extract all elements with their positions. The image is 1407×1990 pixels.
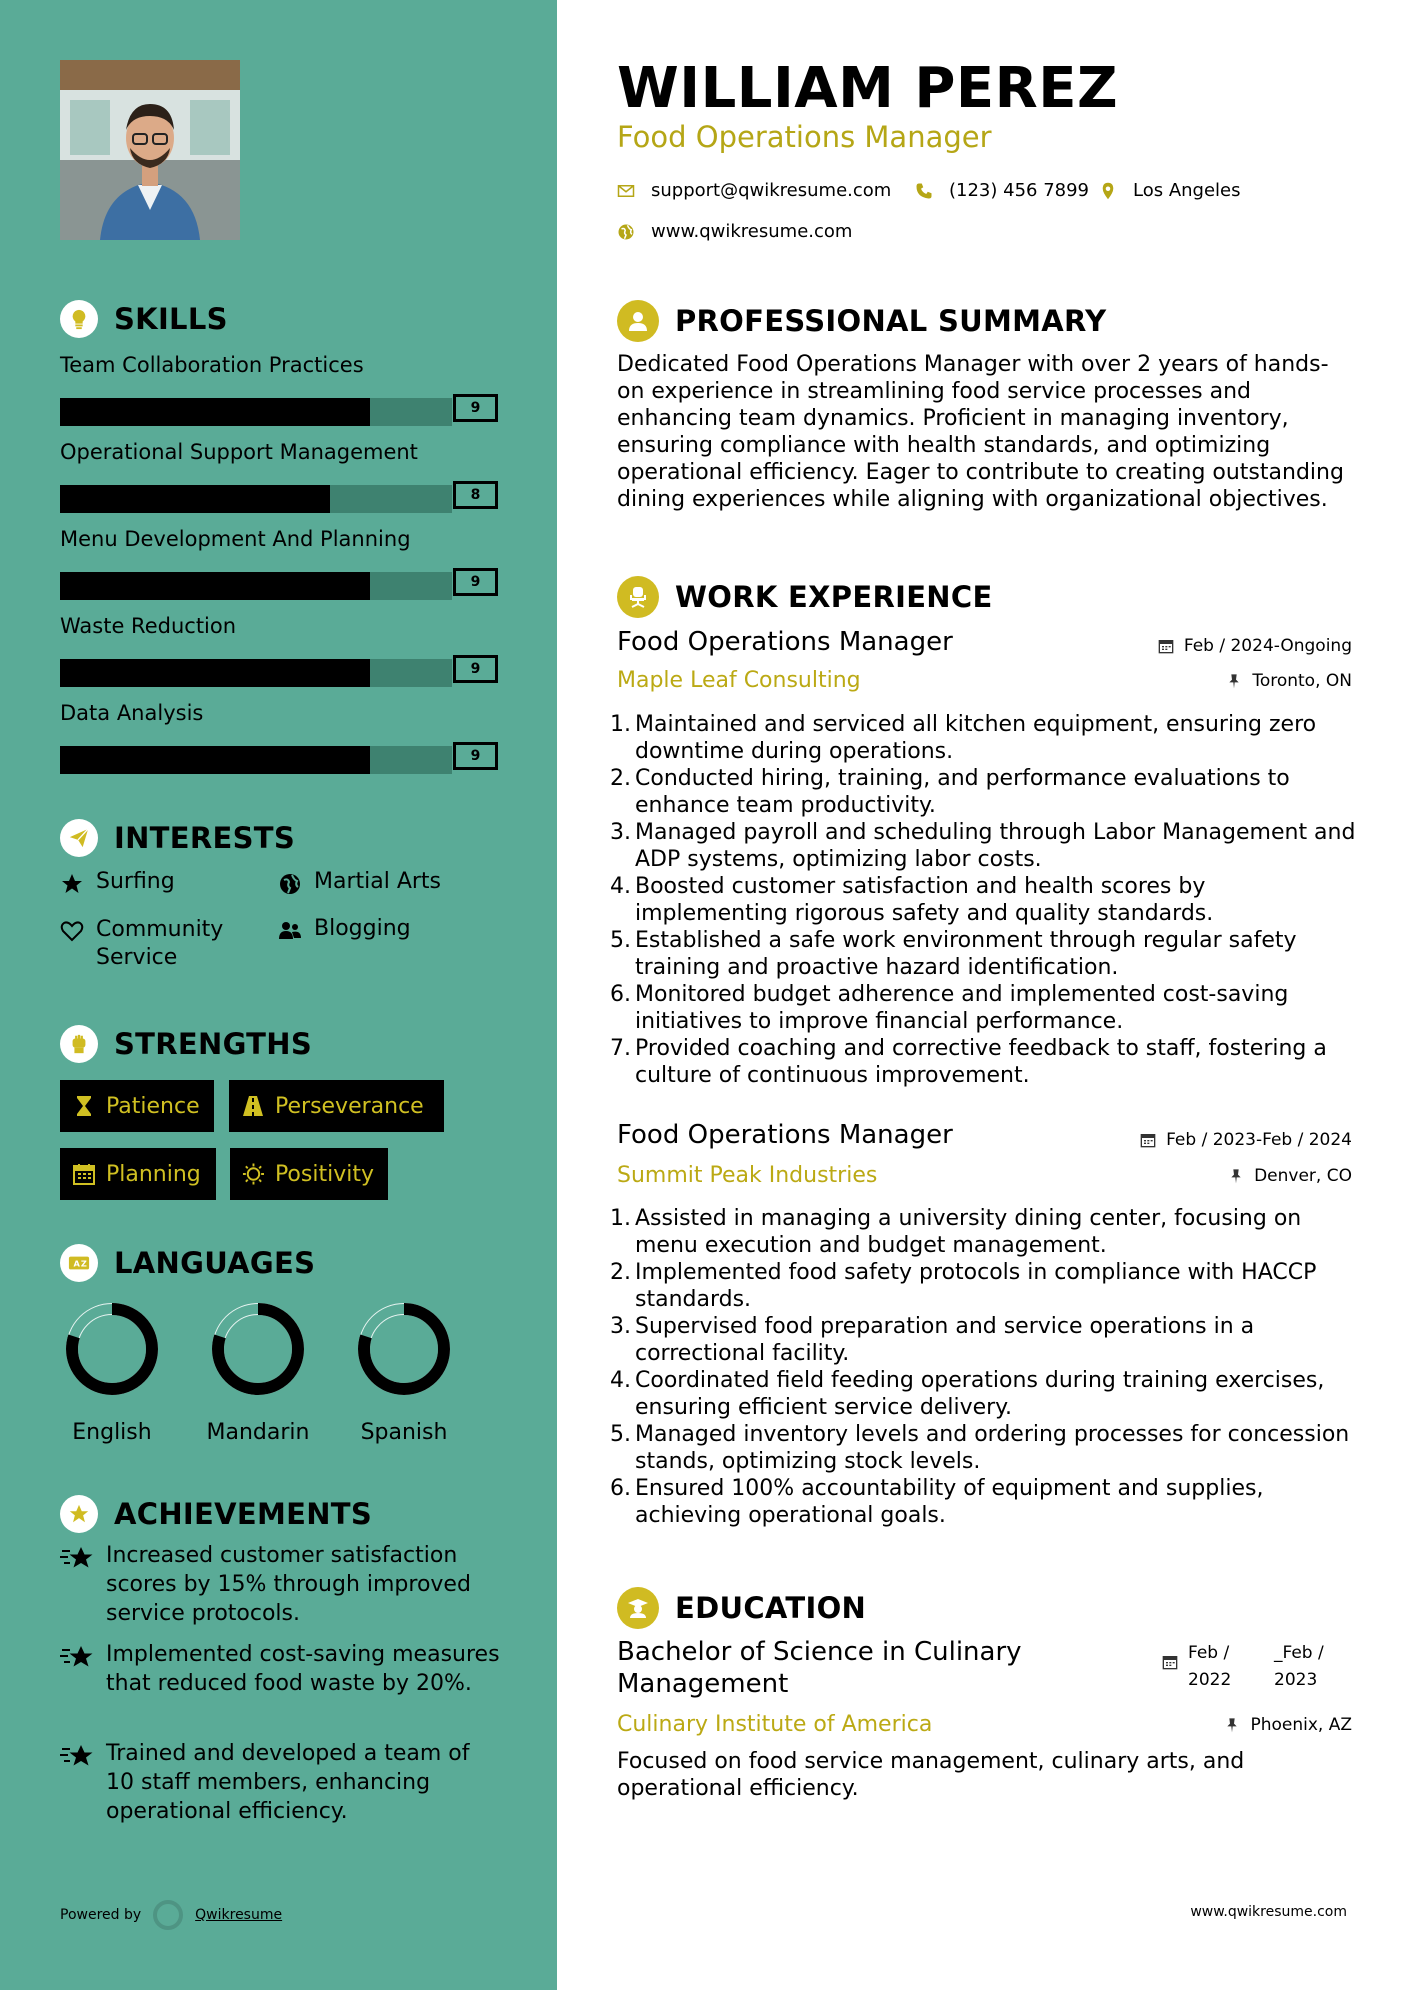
education-location [1224, 1715, 1352, 1735]
job-dates-text: Feb / 2023-Feb / 2024 [1166, 1130, 1352, 1150]
contact-phone[interactable] [915, 180, 1089, 201]
job-location-text: Toronto, ON [1252, 671, 1352, 691]
education-date-from: Feb / 2022 [1188, 1643, 1232, 1690]
list-number: 6. [610, 1476, 631, 1501]
achievements-heading [60, 1495, 372, 1533]
languages-heading [60, 1244, 315, 1282]
location-text: Los Angeles [1133, 180, 1241, 201]
skill-bar-fill [60, 659, 370, 687]
interests-title: INTERESTS [114, 821, 296, 855]
paper-plane-icon [60, 819, 98, 857]
list-number: 4. [610, 874, 631, 899]
globe-icon [278, 872, 302, 896]
responsibility-item [610, 711, 1357, 765]
summary-heading [617, 300, 1106, 342]
responsibility-item [610, 927, 1357, 981]
list-number: 7. [610, 1036, 631, 1061]
responsibility-item [610, 1421, 1357, 1475]
job-company: Maple Leaf Consulting [617, 668, 861, 693]
strength-positivity [230, 1148, 388, 1200]
skill-score: 9 [453, 742, 498, 770]
responsibility-item [610, 819, 1357, 873]
website-text: www.qwikresume.com [651, 221, 853, 242]
strengths-title: STRENGTHS [114, 1027, 313, 1061]
experience-heading [617, 576, 993, 618]
phone-icon [915, 182, 933, 200]
skills-heading [60, 300, 228, 338]
skill-item [60, 524, 498, 590]
phone-text: (123) 456 7899 [949, 180, 1090, 201]
skill-item [60, 611, 498, 677]
pushpin-icon [1228, 1168, 1244, 1184]
footer-url[interactable]: www.qwikresume.com [1190, 1904, 1347, 1920]
list-number: 5. [610, 1422, 631, 1447]
job-dates [1158, 636, 1352, 656]
language-card-icon [60, 1244, 98, 1282]
qwikresume-logo-icon [153, 1900, 183, 1930]
skill-name: Operational Support Management [60, 440, 418, 464]
profile-photo [60, 60, 240, 240]
achievement-item [60, 1739, 500, 1826]
achievements-title: ACHIEVEMENTS [114, 1497, 373, 1531]
strength-label: Planning [106, 1161, 201, 1187]
language-name: Spanish [360, 1420, 448, 1445]
degree-title: Bachelor of Science in Culinary Management [617, 1637, 1022, 1699]
skill-item [60, 698, 498, 764]
language-ring [209, 1300, 307, 1398]
responsibility-item [610, 1205, 1357, 1259]
job-responsibilities [610, 1205, 1357, 1529]
language-item [193, 1300, 323, 1445]
skill-name: Data Analysis [60, 701, 204, 725]
job-title: Food Operations Manager [617, 627, 953, 657]
hourglass-icon [72, 1094, 96, 1118]
job-company: Summit Peak Industries [617, 1163, 878, 1188]
skill-score: 9 [453, 394, 498, 422]
contact-location [1099, 180, 1241, 201]
interest-label: Martial Arts [314, 869, 442, 894]
responsibility-item [610, 1259, 1357, 1313]
trophy-star-icon [60, 1644, 94, 1674]
skill-bar [60, 398, 452, 426]
responsibility-text: Established a safe work environment through regular safety training and proactive hazard identification. [635, 928, 1297, 980]
responsibility-text: Managed inventory levels and ordering processes for concession stands, optimizing stock levels. [635, 1422, 1350, 1474]
job-responsibilities [610, 711, 1357, 1089]
responsibility-item [610, 1313, 1357, 1367]
responsibility-text: Coordinated field feeding operations during training exercises, ensuring efficient service delivery. [635, 1368, 1325, 1420]
job-location [1228, 1166, 1352, 1186]
education-date-to: _Feb / 2023 [1274, 1643, 1324, 1690]
skill-item [60, 350, 498, 416]
responsibility-item [610, 765, 1357, 819]
skill-name: Waste Reduction [60, 614, 237, 638]
skill-score: 9 [453, 655, 498, 683]
skill-bar-fill [60, 398, 370, 426]
language-ring [63, 1300, 161, 1398]
responsibility-text: Maintained and serviced all kitchen equipment, ensuring zero downtime during operations. [635, 712, 1317, 764]
responsibility-text: Provided coaching and corrective feedback to staff, fostering a culture of continuous improvement. [635, 1036, 1327, 1088]
candidate-role: Food Operations Manager [617, 120, 992, 154]
skill-bar-fill [60, 746, 370, 774]
skill-bar-fill [60, 485, 330, 513]
job-dates-text: Feb / 2024-Ongoing [1183, 636, 1352, 656]
language-ring [355, 1300, 453, 1398]
calendar-icon [72, 1162, 96, 1186]
skill-bar-fill [60, 572, 370, 600]
list-number: 6. [610, 982, 631, 1007]
skill-bar [60, 485, 452, 513]
interest-martial-arts [278, 869, 441, 896]
list-number: 1. [610, 1206, 631, 1231]
graduate-icon [617, 1587, 659, 1629]
svg-text:Z: Z [80, 1258, 87, 1269]
interest-blogging [278, 916, 411, 943]
skill-score: 8 [453, 481, 498, 509]
skill-score: 9 [453, 568, 498, 596]
responsibility-text: Ensured 100% accountability of equipment and supplies, achieving operational goals. [635, 1476, 1264, 1528]
skill-name: Menu Development And Planning [60, 527, 411, 551]
strength-label: Perseverance [275, 1093, 424, 1119]
achievement-item [60, 1541, 500, 1628]
language-name: English [72, 1420, 152, 1445]
user-icon [617, 300, 659, 342]
experience-title: WORK EXPERIENCE [675, 580, 993, 614]
calendar-icon [1162, 1654, 1178, 1670]
globe-icon [617, 223, 635, 241]
pushpin-icon [1224, 1717, 1240, 1733]
star-badge-icon [60, 1495, 98, 1533]
achievement-text: Increased customer satisfaction scores by 15% through improved service protocols. [106, 1543, 471, 1626]
powered-by-label: Powered by [60, 1907, 142, 1923]
lightbulb-icon [60, 300, 98, 338]
interests-heading [60, 819, 295, 857]
responsibility-item [610, 1475, 1357, 1529]
svg-text:A: A [73, 1258, 80, 1269]
languages-title: LANGUAGES [114, 1246, 316, 1280]
language-name: Mandarin [206, 1420, 310, 1445]
language-item [47, 1300, 177, 1445]
strength-label: Patience [106, 1093, 200, 1119]
interest-surfing [60, 869, 175, 896]
candidate-name: WILLIAM PEREZ [617, 56, 1119, 121]
calendar-icon [1158, 638, 1174, 654]
users-icon [278, 919, 302, 943]
education-description: Focused on food service management, culinary arts, and operational efficiency. [617, 1749, 1245, 1801]
road-icon [241, 1094, 265, 1118]
responsibility-text: Supervised food preparation and service operations in a correctional facility. [635, 1314, 1255, 1366]
responsibility-text: Managed payroll and scheduling through Labor Management and ADP systems, optimizing labor costs. [635, 820, 1356, 872]
responsibility-item [610, 981, 1357, 1035]
strength-planning [60, 1148, 216, 1200]
responsibility-text: Assisted in managing a university dining center, focusing on menu execution and budget management. [635, 1206, 1302, 1258]
interest-community-service [60, 916, 260, 972]
calendar-icon [1140, 1132, 1156, 1148]
skill-bar [60, 572, 452, 600]
qwikresume-link[interactable]: Qwikresume [195, 1907, 283, 1923]
skill-bar [60, 746, 452, 774]
skill-bar [60, 659, 452, 687]
envelope-icon [617, 182, 635, 200]
responsibility-text: Boosted customer satisfaction and health scores by implementing rigorous safety and quality standards. [635, 874, 1214, 926]
sun-icon [242, 1162, 265, 1186]
strength-label: Positivity [274, 1161, 374, 1187]
language-item [339, 1300, 469, 1445]
list-number: 5. [610, 928, 631, 953]
responsibility-item [610, 873, 1357, 927]
trophy-star-icon [60, 1743, 94, 1773]
star-icon [60, 872, 84, 896]
responsibility-text: Monitored budget adherence and implemented cost-saving initiatives to improve financial performance. [635, 982, 1289, 1034]
summary-text: Dedicated Food Operations Manager with over 2 years of hands-on experience in streamlining food service processes and enhancing team dynamics. Proficient in managing inventory, ensuring compliance with health standards, and optimizing operational efficiency. Eager to contribute to creating outstanding dining experiences while aligning with organizational objectives. [617, 352, 1344, 512]
school-name: Culinary Institute of America [617, 1712, 933, 1737]
responsibility-text: Implemented food safety protocols in compliance with HACCP standards. [635, 1260, 1317, 1312]
fist-icon [60, 1025, 98, 1063]
map-pin-icon [1099, 182, 1117, 200]
interest-label: Blogging [314, 916, 411, 941]
person-photo-icon [60, 60, 240, 240]
strength-patience [60, 1080, 214, 1132]
list-number: 3. [610, 820, 631, 845]
education-heading [617, 1587, 866, 1629]
skill-name: Team Collaboration Practices [60, 353, 364, 377]
interest-label: Surfing [96, 869, 175, 894]
list-number: 1. [610, 712, 631, 737]
achievement-item [60, 1640, 500, 1698]
interest-label: Community Service [96, 917, 224, 970]
list-number: 4. [610, 1368, 631, 1393]
education-dates [1162, 1640, 1346, 1694]
sidebar [0, 0, 557, 1990]
job-location-text: Denver, CO [1254, 1166, 1352, 1186]
strength-perseverance [229, 1080, 444, 1132]
list-number: 3. [610, 1314, 631, 1339]
office-chair-icon [617, 576, 659, 618]
achievement-text: Implemented cost-saving measures that reduced food waste by 20%. [106, 1642, 500, 1696]
contact-website[interactable] [617, 221, 852, 242]
heart-icon [60, 919, 84, 943]
achievement-text: Trained and developed a team of 10 staff members, enhancing operational efficiency. [106, 1741, 470, 1824]
strengths-heading [60, 1025, 312, 1063]
contact-email[interactable] [617, 180, 891, 201]
responsibility-item [610, 1035, 1357, 1089]
education-location-text: Phoenix, AZ [1250, 1715, 1352, 1735]
powered-by [60, 1900, 282, 1930]
trophy-star-icon [60, 1545, 94, 1575]
email-text: support@qwikresume.com [651, 180, 892, 201]
responsibility-text: Conducted hiring, training, and performance evaluations to enhance team productivity. [635, 766, 1290, 818]
list-number: 2. [610, 1260, 631, 1285]
education-title: EDUCATION [675, 1591, 867, 1625]
job-title: Food Operations Manager [617, 1120, 953, 1150]
skill-item [60, 437, 498, 503]
list-number: 2. [610, 766, 631, 791]
job-dates [1140, 1130, 1352, 1150]
job-location [1226, 671, 1352, 691]
summary-title: PROFESSIONAL SUMMARY [675, 304, 1107, 338]
pushpin-icon [1226, 673, 1242, 689]
responsibility-item [610, 1367, 1357, 1421]
skills-title: SKILLS [114, 302, 228, 336]
